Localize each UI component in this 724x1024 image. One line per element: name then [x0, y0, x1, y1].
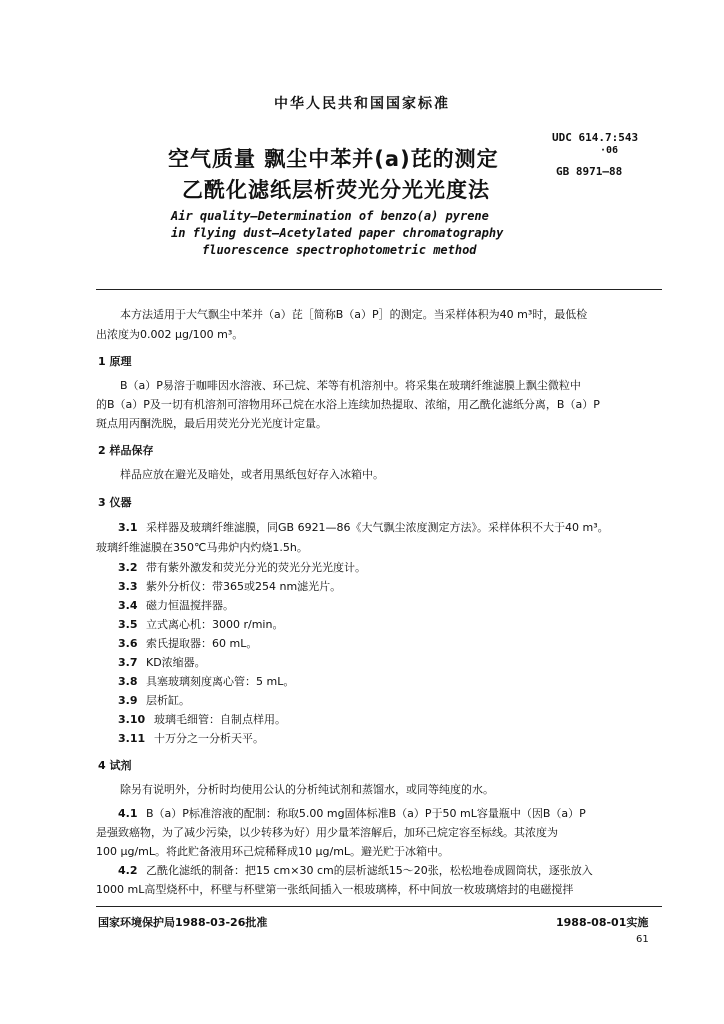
title-en-line3: fluorescence spectrophotometric method — [202, 243, 477, 257]
footer-divider — [96, 906, 662, 907]
apparatus-item: 3.3 紫外分析仪：带365或254 nm滤光片。 — [118, 580, 342, 593]
apparatus-item-continuation: 玻璃纤维滤膜在350℃马弗炉内灼烧1.5h。 — [96, 541, 308, 554]
section-heading-principle: 1 原理 — [98, 355, 132, 368]
approval-text: 国家环境保护局1988-03-26批准 — [98, 916, 268, 929]
effective-date: 1988-08-01实施 — [556, 916, 649, 929]
reagent-4-1-line2: 是强致癌物，为了减少污染，以少转移为好）用少量苯溶解后，加环己烷定容至标线。其浓度为 — [96, 826, 558, 839]
reagent-4-1-line3: 100 μg/mL。将此贮备液用环己烷稀释成10 μg/mL。避光贮于冰箱中。 — [96, 845, 450, 858]
title-cn-line1: 空气质量 飘尘中苯并(a)芘的测定 — [168, 147, 499, 171]
reagent-4-2-line1: 4.2 乙酰化滤纸的制备：把15 cm×30 cm的层析滤纸15～20张，松松地卷成圆筒状，逐张放入 — [118, 864, 593, 877]
apparatus-item: 3.9 层析缸。 — [118, 694, 190, 707]
section-heading-apparatus: 3 仪器 — [98, 496, 132, 509]
apparatus-item: 3.7 KD浓缩器。 — [118, 656, 206, 669]
udc-code: UDC 614.7:543 — [552, 131, 639, 144]
page-number: 61 — [636, 934, 649, 945]
apparatus-item: 3.10 玻璃毛细管：自制点样用。 — [118, 713, 286, 726]
apparatus-item: 3.6 索氏提取器：60 mL。 — [118, 637, 258, 650]
gb-number: GB 8971—88 — [556, 165, 623, 178]
principle-line3: 斑点用丙酮洗脱，最后用荧光分光光度计定量。 — [96, 417, 327, 430]
apparatus-item: 3.8 具塞玻璃刻度离心管：5 mL。 — [118, 675, 295, 688]
storage-line1: 样品应放在避光及暗处，或者用黑纸包好存入冰箱中。 — [120, 468, 384, 481]
apparatus-item: 3.4 磁力恒温搅拌器。 — [118, 599, 234, 612]
apparatus-item: 3.5 立式离心机：3000 r/min。 — [118, 618, 284, 631]
principle-line1: B（a）P易溶于咖啡因水溶液、环己烷、苯等有机溶剂中。将采集在玻璃纤维滤膜上飘尘微粒中 — [120, 379, 581, 392]
udc-code-suffix: ·06 — [600, 145, 619, 156]
apparatus-item: 3.2 带有紫外激发和荧光分光的荧光分光光度计。 — [118, 561, 366, 574]
reagent-4-1-line1: 4.1 B（a）P标准溶液的配制：称取5.00 mg固体标准B（a）P于50 mL容量瓶中（因B（a）P — [118, 807, 586, 820]
section-heading-storage: 2 样品保存 — [98, 444, 154, 457]
intro-line1: 本方法适用于大气飘尘中苯并（a）芘［简称B（a）P］的测定。当采样体积为40 m³时，最低检 — [120, 308, 588, 321]
apparatus-item: 3.1 采样器及玻璃纤维滤膜，同GB 6921—86《大气飘尘浓度测定方法》。采样体积不大于40 m³。 — [118, 521, 609, 534]
reagents-intro: 除另有说明外，分析时均使用公认的分析纯试剂和蒸馏水，或同等纯度的水。 — [120, 783, 494, 796]
principle-line2: 的B（a）P及一切有机溶剂可溶物用环己烷在水浴上连续加热提取、浓缩，用乙酰化滤纸分离，B（a）P — [96, 398, 600, 411]
title-en-line2: in flying dust—Acetylated paper chromatography — [171, 226, 504, 240]
section-heading-reagents: 4 试剂 — [98, 759, 132, 772]
title-en-line1: Air quality—Determination of benzo(a) pyrene — [171, 209, 489, 223]
apparatus-item: 3.11 十万分之一分析天平。 — [118, 732, 264, 745]
national-standard-label: 中华人民共和国国家标准 — [274, 96, 450, 112]
title-cn-line2: 乙酰化滤纸层析荧光分光光度法 — [182, 178, 490, 202]
header-divider — [96, 289, 662, 290]
reagent-4-2-line2: 1000 mL高型烧杯中，杯壁与杯壁第一张纸间插入一根玻璃棒，杯中间放一枚玻璃熔封的电磁搅拌 — [96, 883, 574, 896]
intro-line2: 出浓度为0.002 μg/100 m³。 — [96, 328, 244, 341]
